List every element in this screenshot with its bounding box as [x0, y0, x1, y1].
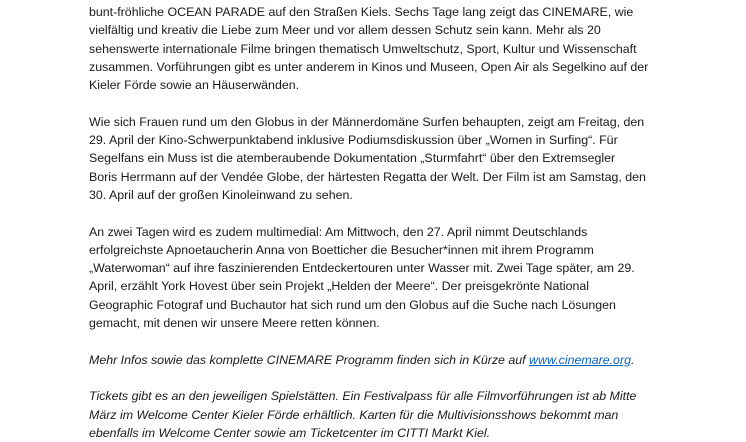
paragraph-multimedia — [89, 223, 739, 333]
text-line: sehenswerte internationale Filme bringen thematisch Umweltschutz, Sport, Kultur und Wissenschaft — [89, 41, 637, 56]
text-line: An zwei Tagen wird es zudem multimedial: Am Mittwoch, den 27. April nimmt Deutschlands — [89, 224, 588, 239]
paragraph-festival-intro — [89, 3, 739, 94]
paragraph-spacer — [89, 332, 739, 350]
text-line: erfolgreichste Apnoetaucherin Anna von Boetticher die Besucher*innen mit ihrem Programm — [89, 242, 594, 257]
text-line: 30. April auf der großen Kinoleinwand zu sehen. — [89, 187, 353, 202]
text-line: vielfältig und kreativ die Liebe zum Meer und vor allem dessen Schutz sein kann. Mehr als 20 — [89, 23, 601, 38]
text-line: Segelfans ein Muss ist die atemberaubende Dokumentation „Sturmfahrt“ über den Extremsegler — [89, 151, 616, 166]
text-line: Tickets gibt es an den jeweiligen Spielstätten. Ein Festivalpass für alle Filmvorführungen ist ab Mitte — [89, 389, 637, 404]
paragraph-spacer — [89, 94, 739, 112]
paragraph-film-highlights — [89, 113, 739, 204]
text-line: April, erzählt York Hovest über sein Projekt „Helden der Meere“. Der preisgekrönte National — [89, 279, 589, 294]
text-line: Geographic Fotograf und Buchautor hat sich rund um den Globus auf die Suche nach Lösungen — [89, 297, 616, 312]
paragraph-spacer — [89, 369, 739, 387]
text-line — [89, 351, 739, 369]
text-line: 29. April der Kino-Schwerpunktabend inklusive Podiumsdiskussion über „Women in Surfing“. Für — [89, 133, 618, 148]
document-body — [89, 0, 739, 442]
more-info-period: . — [630, 352, 635, 367]
paragraph-spacer — [89, 204, 739, 222]
cinemare-website-link[interactable]: www.cinemare.org — [529, 352, 631, 367]
text-line: bunt-fröhliche OCEAN PARADE auf den Straßen Kiels. Sechs Tage lang zeigt das CINEMARE, wie — [89, 5, 634, 19]
more-info-text: Mehr Infos sowie das komplette CINEMARE Programm finden sich in Kürze auf — [89, 352, 530, 367]
text-line: Wie sich Frauen rund um den Globus in der Männerdomäne Surfen behaupten, zeigt am Freitag, den — [89, 114, 645, 129]
paragraph-more-info — [89, 351, 739, 369]
text-line: „Waterwoman“ auf ihre faszinierenden Entdeckertouren unter Wasser mit. Zwei Tage später, am 29. — [89, 261, 635, 276]
text-line: März im Welcome Center Kieler Förde erhältlich. Karten für die Multivisionsshows bekommt man — [89, 407, 619, 422]
text-line: gemacht, mit denen wir unsere Meere retten können. — [89, 316, 380, 331]
text-line: ebenfalls im Welcome Center sowie am Ticketcenter im CITTI Markt Kiel. — [89, 425, 491, 440]
text-line: zusammen. Vorführungen gibt es unter anderem in Kinos und Museen, Open Air als Segelkino auf der — [89, 59, 649, 74]
text-line: Boris Herrmann auf der Vendée Globe, der härtesten Regatta der Welt. Der Film ist am Samstag, den — [89, 169, 646, 184]
paragraph-tickets — [89, 387, 739, 442]
text-line: Kieler Förde sowie an Häuserwänden. — [89, 78, 300, 93]
